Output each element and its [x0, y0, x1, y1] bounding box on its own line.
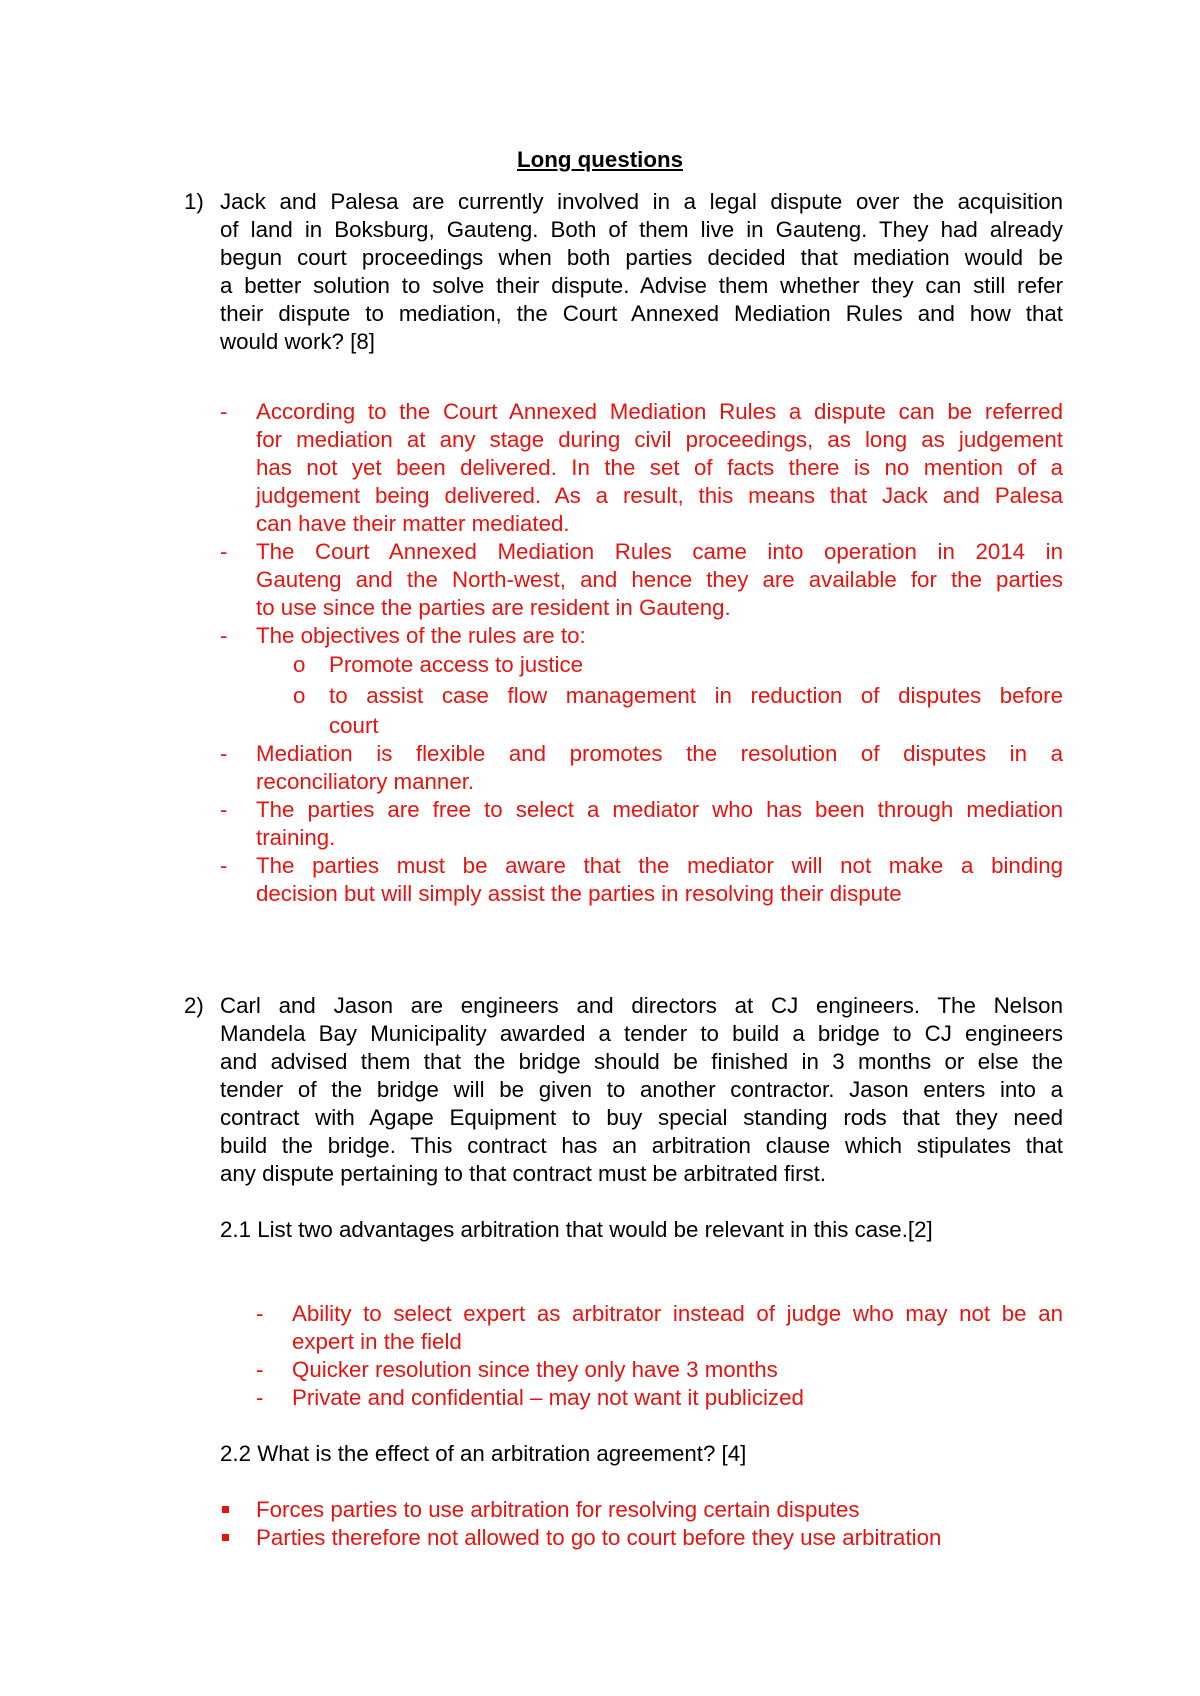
answer-line: expert in the field — [292, 1329, 462, 1354]
answer-line: to use since the parties are resident in Gauteng. — [256, 595, 731, 620]
question-2-2: 2.2 What is the effect of an arbitration agreement? [4] — [220, 1441, 747, 1466]
question-1-line: a better solution to solve their dispute. Advise them whether they can still refer — [220, 273, 1063, 298]
question-2-line: any dispute pertaining to that contract must be arbitrated first. — [220, 1161, 827, 1186]
question-1-line: would work? [8] — [220, 329, 375, 354]
answer-line: Parties therefore not allowed to go to court before they use arbitration — [256, 1525, 942, 1550]
page-title: Long questions — [517, 147, 683, 172]
question-1-line: of land in Boksburg, Gauteng. Both of them live in Gauteng. They had already — [220, 217, 1063, 242]
answer-line: Promote access to justice — [329, 652, 584, 677]
question-2-1: 2.1 List two advantages arbitration that would be relevant in this case.[2] — [220, 1217, 933, 1242]
dash-bullet: - — [220, 539, 228, 564]
answer-line: judgement being delivered. As a result, this means that Jack and Palesa — [256, 483, 1063, 508]
question-2-line: Carl and Jason are engineers and directors at CJ engineers. The Nelson — [220, 993, 1063, 1018]
answer-line: training. — [256, 825, 336, 850]
answer-line: to assist case flow management in reduction of disputes before — [329, 683, 1063, 708]
question-2-line: build the bridge. This contract has an arbitration clause which stipulates that — [220, 1133, 1063, 1158]
answer-line: Mediation is flexible and promotes the resolution of disputes in a — [256, 741, 1063, 766]
dash-bullet: - — [220, 741, 228, 766]
square-bullet-icon — [222, 1506, 229, 1513]
answer-line: The parties are free to select a mediator who has been through mediation — [256, 797, 1063, 822]
question-2-line: contract with Agape Equipment to buy special standing rods that they need — [220, 1105, 1063, 1130]
question-2-line: Mandela Bay Municipality awarded a tender to build a bridge to CJ engineers — [220, 1021, 1063, 1046]
question-1-line: Jack and Palesa are currently involved in a legal dispute over the acquisition — [220, 189, 1063, 214]
answer-line: Private and confidential – may not want it publicized — [292, 1385, 804, 1410]
square-bullet-icon — [222, 1534, 229, 1541]
answer-line: Quicker resolution since they only have 3 months — [292, 1357, 778, 1382]
answer-line: Gauteng and the North-west, and hence they are available for the parties — [256, 567, 1063, 592]
question-2-line: and advised them that the bridge should be finished in 3 months or else the — [220, 1049, 1063, 1074]
dash-bullet: - — [256, 1301, 264, 1326]
dash-bullet: - — [256, 1357, 264, 1382]
dash-bullet: - — [220, 623, 228, 648]
answer-line: Forces parties to use arbitration for resolving certain disputes — [256, 1497, 860, 1522]
question-2-line: tender of the bridge will be given to another contractor. Jason enters into a — [220, 1077, 1063, 1102]
answer-line: reconciliatory manner. — [256, 769, 475, 794]
dash-bullet: - — [220, 399, 228, 424]
answer-line: The parties must be aware that the mediator will not make a binding — [256, 853, 1063, 878]
answer-line: Ability to select expert as arbitrator instead of judge who may not be an — [292, 1301, 1063, 1326]
sub-bullet: o — [293, 683, 306, 708]
answer-line: court — [329, 713, 379, 738]
dash-bullet: - — [256, 1385, 264, 1410]
dash-bullet: - — [220, 853, 228, 878]
answer-line: The objectives of the rules are to: — [256, 623, 586, 648]
dash-bullet: - — [220, 797, 228, 822]
question-1-line: their dispute to mediation, the Court Annexed Mediation Rules and how that — [220, 301, 1063, 326]
question-1-line: begun court proceedings when both parties decided that mediation would be — [220, 245, 1063, 270]
answer-line: According to the Court Annexed Mediation Rules a dispute can be referred — [256, 399, 1063, 424]
answer-line: decision but will simply assist the parties in resolving their dispute — [256, 881, 902, 906]
answer-line: has not yet been delivered. In the set of facts there is no mention of a — [256, 455, 1063, 480]
sub-bullet: o — [293, 652, 306, 677]
answer-line: for mediation at any stage during civil proceedings, as long as judgement — [256, 427, 1063, 452]
answer-line: The Court Annexed Mediation Rules came into operation in 2014 in — [256, 539, 1063, 564]
question-1-number: 1) — [184, 189, 204, 214]
question-2-number: 2) — [184, 993, 204, 1018]
answer-line: can have their matter mediated. — [256, 511, 570, 536]
